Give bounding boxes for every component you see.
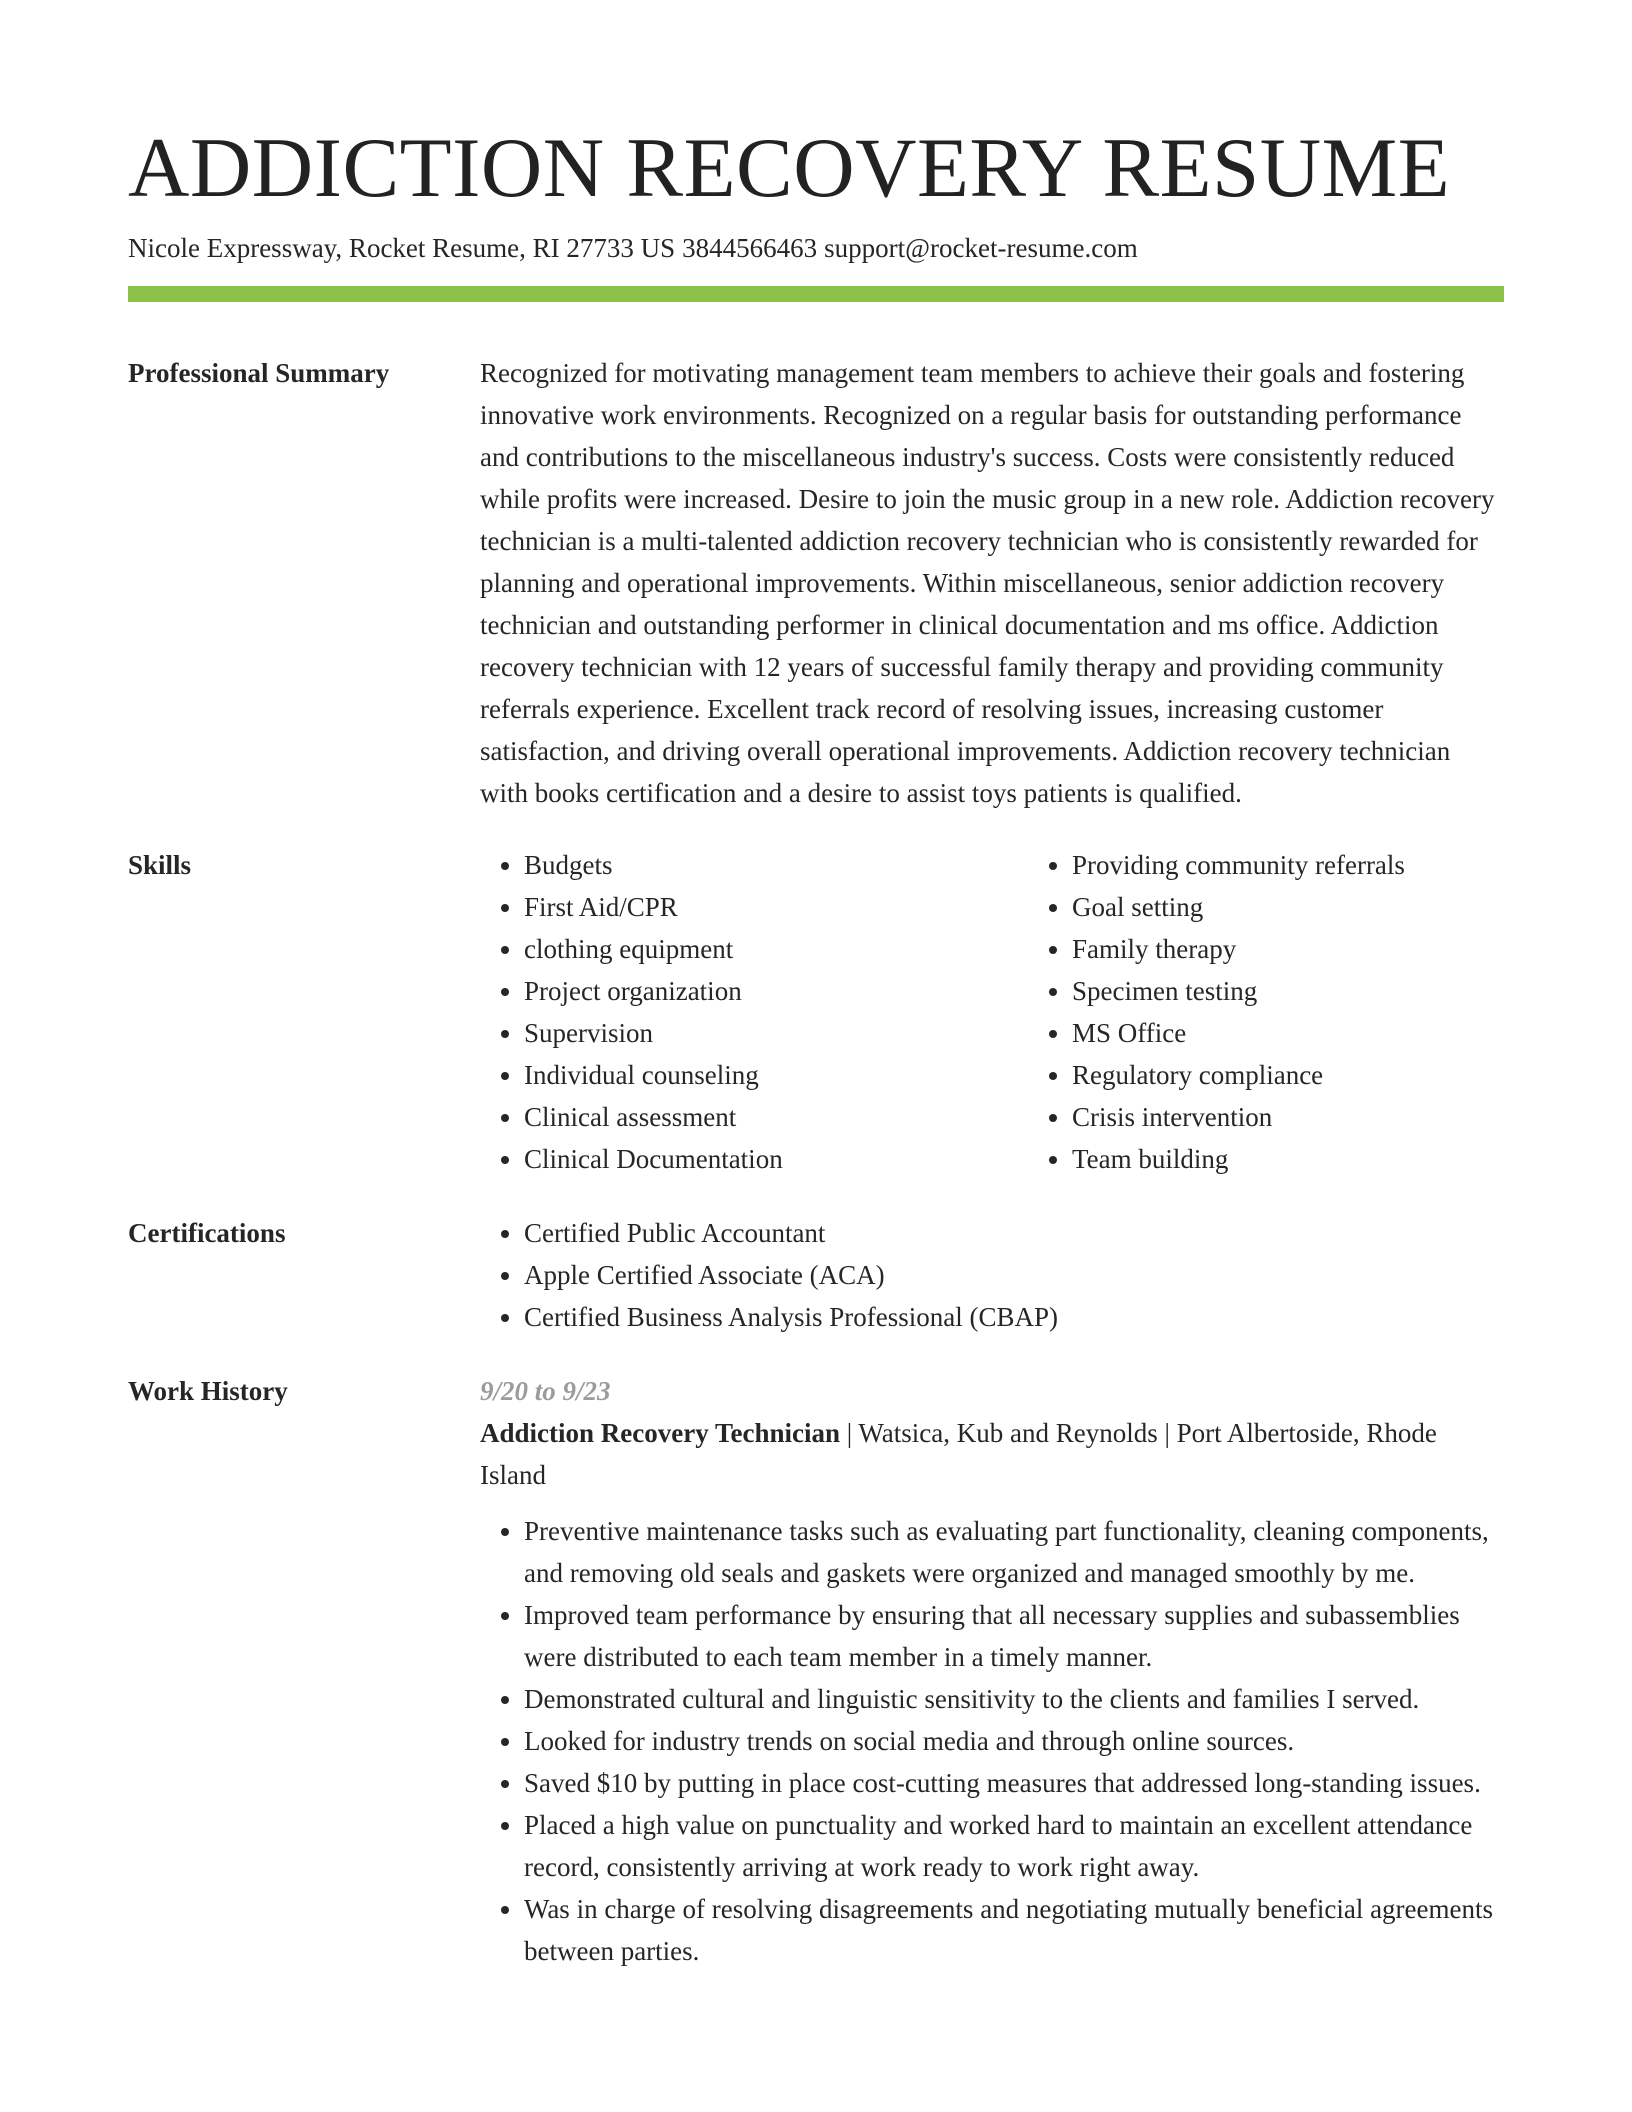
certification-item: • Certified Business Analysis Professional (CBAP) — [524, 1296, 1504, 1338]
resume-title: ADDICTION RECOVERY RESUME — [128, 121, 1451, 215]
work-history-section — [128, 1370, 1504, 1972]
contact-phone: 3844566463 — [682, 233, 818, 263]
skills-columns — [480, 844, 1504, 1180]
job-bullet: • Looked for industry trends on social media and through online sources. — [524, 1720, 1504, 1762]
skill-item: • Specimen testing — [1072, 970, 1532, 1012]
section-label-skills: Skills — [128, 850, 192, 880]
section-label-certifications: Certifications — [128, 1218, 286, 1248]
job-title: Addiction Recovery Technician — [480, 1418, 841, 1448]
summary-text: Recognized for motivating management team members to achieve their goals and fostering innovative work environments. Recognized on a regular basis for outstanding performance and contributions to the miscellaneous industry's success. Costs were consistently reduced while profits were increased. Desire to join the music group in a new role. Addiction recovery technician is a multi-talented addiction recovery technician who is consistently rewarded for planning and operational improvements. Within miscellaneous, senior addiction recovery technician and outstanding performer in clinical documentation and ms office. Addiction recovery technician with 12 years of successful family therapy and providing community referrals experience. Excellent track record of resolving issues, increasing customer satisfaction, and driving overall operational improvements. Addiction recovery technician with books certification and a desire to assist toys patients is qualified. — [480, 358, 1495, 808]
summary-body — [480, 352, 1504, 814]
job-bullet: • Placed a high value on punctuality and worked hard to maintain an excellent attendance record, consistently arriving at work ready to work right away. — [524, 1804, 1504, 1888]
skill-item: • Clinical assessment — [524, 1096, 1028, 1138]
certifications-section — [128, 1212, 1504, 1338]
skill-item: • MS Office — [1072, 1012, 1532, 1054]
skill-item: • First Aid/CPR — [524, 886, 1028, 928]
resume-page — [128, 0, 1504, 1972]
skills-section — [128, 844, 1504, 1180]
skill-item: • clothing equipment — [524, 928, 1028, 970]
skill-item: • Goal setting — [1072, 886, 1532, 928]
skill-item: • Family therapy — [1072, 928, 1532, 970]
certification-item: • Certified Public Accountant — [524, 1212, 1504, 1254]
job-bullet: • Was in charge of resolving disagreements and negotiating mutually beneficial agreements between parties. — [524, 1888, 1504, 1972]
section-label-summary: Professional Summary — [128, 358, 390, 388]
certifications-body — [480, 1212, 1504, 1338]
skill-item: • Budgets — [524, 844, 1028, 886]
skill-item: • Regulatory compliance — [1072, 1054, 1532, 1096]
job-company-location: | Watsica, Kub and Reynolds | Port Albertoside, Rhode Island — [480, 1418, 1437, 1490]
job-bullet: • Improved team performance by ensuring that all necessary supplies and subassemblies were distributed to each team member in a timely manner. — [524, 1594, 1504, 1678]
skill-item: • Clinical Documentation — [524, 1138, 1028, 1180]
job-bullet: • Demonstrated cultural and linguistic sensitivity to the clients and families I served. — [524, 1678, 1504, 1720]
job-bullet: • Preventive maintenance tasks such as evaluating part functionality, cleaning components, and removing old seals and gaskets were organized and managed smoothly by me. — [524, 1510, 1504, 1594]
skill-item: • Crisis intervention — [1072, 1096, 1532, 1138]
skill-item: • Supervision — [524, 1012, 1028, 1054]
header-divider — [128, 286, 1504, 302]
contact-line — [128, 230, 1504, 266]
contact-email: support@rocket-resume.com — [824, 233, 1138, 263]
job-bullet-list — [480, 1510, 1504, 1972]
contact-address: Nicole Expressway, Rocket Resume, RI 27733 US — [128, 233, 676, 263]
work-history-body — [480, 1370, 1504, 1972]
skills-list-right — [1028, 844, 1532, 1180]
skill-item: • Project organization — [524, 970, 1028, 1012]
summary-section — [128, 352, 1504, 814]
skill-item: • Individual counseling — [524, 1054, 1028, 1096]
section-label-work-history: Work History — [128, 1376, 288, 1406]
job-dates: 9/20 to 9/23 — [480, 1376, 611, 1406]
skills-list-left — [480, 844, 1028, 1180]
skill-item: • Providing community referrals — [1072, 844, 1532, 886]
skill-item: • Team building — [1072, 1138, 1532, 1180]
job-bullet: • Saved $10 by putting in place cost-cutting measures that addressed long-standing issues. — [524, 1762, 1504, 1804]
certification-item: • Apple Certified Associate (ACA) — [524, 1254, 1504, 1296]
certifications-list — [480, 1212, 1504, 1338]
job-heading — [480, 1412, 1504, 1496]
